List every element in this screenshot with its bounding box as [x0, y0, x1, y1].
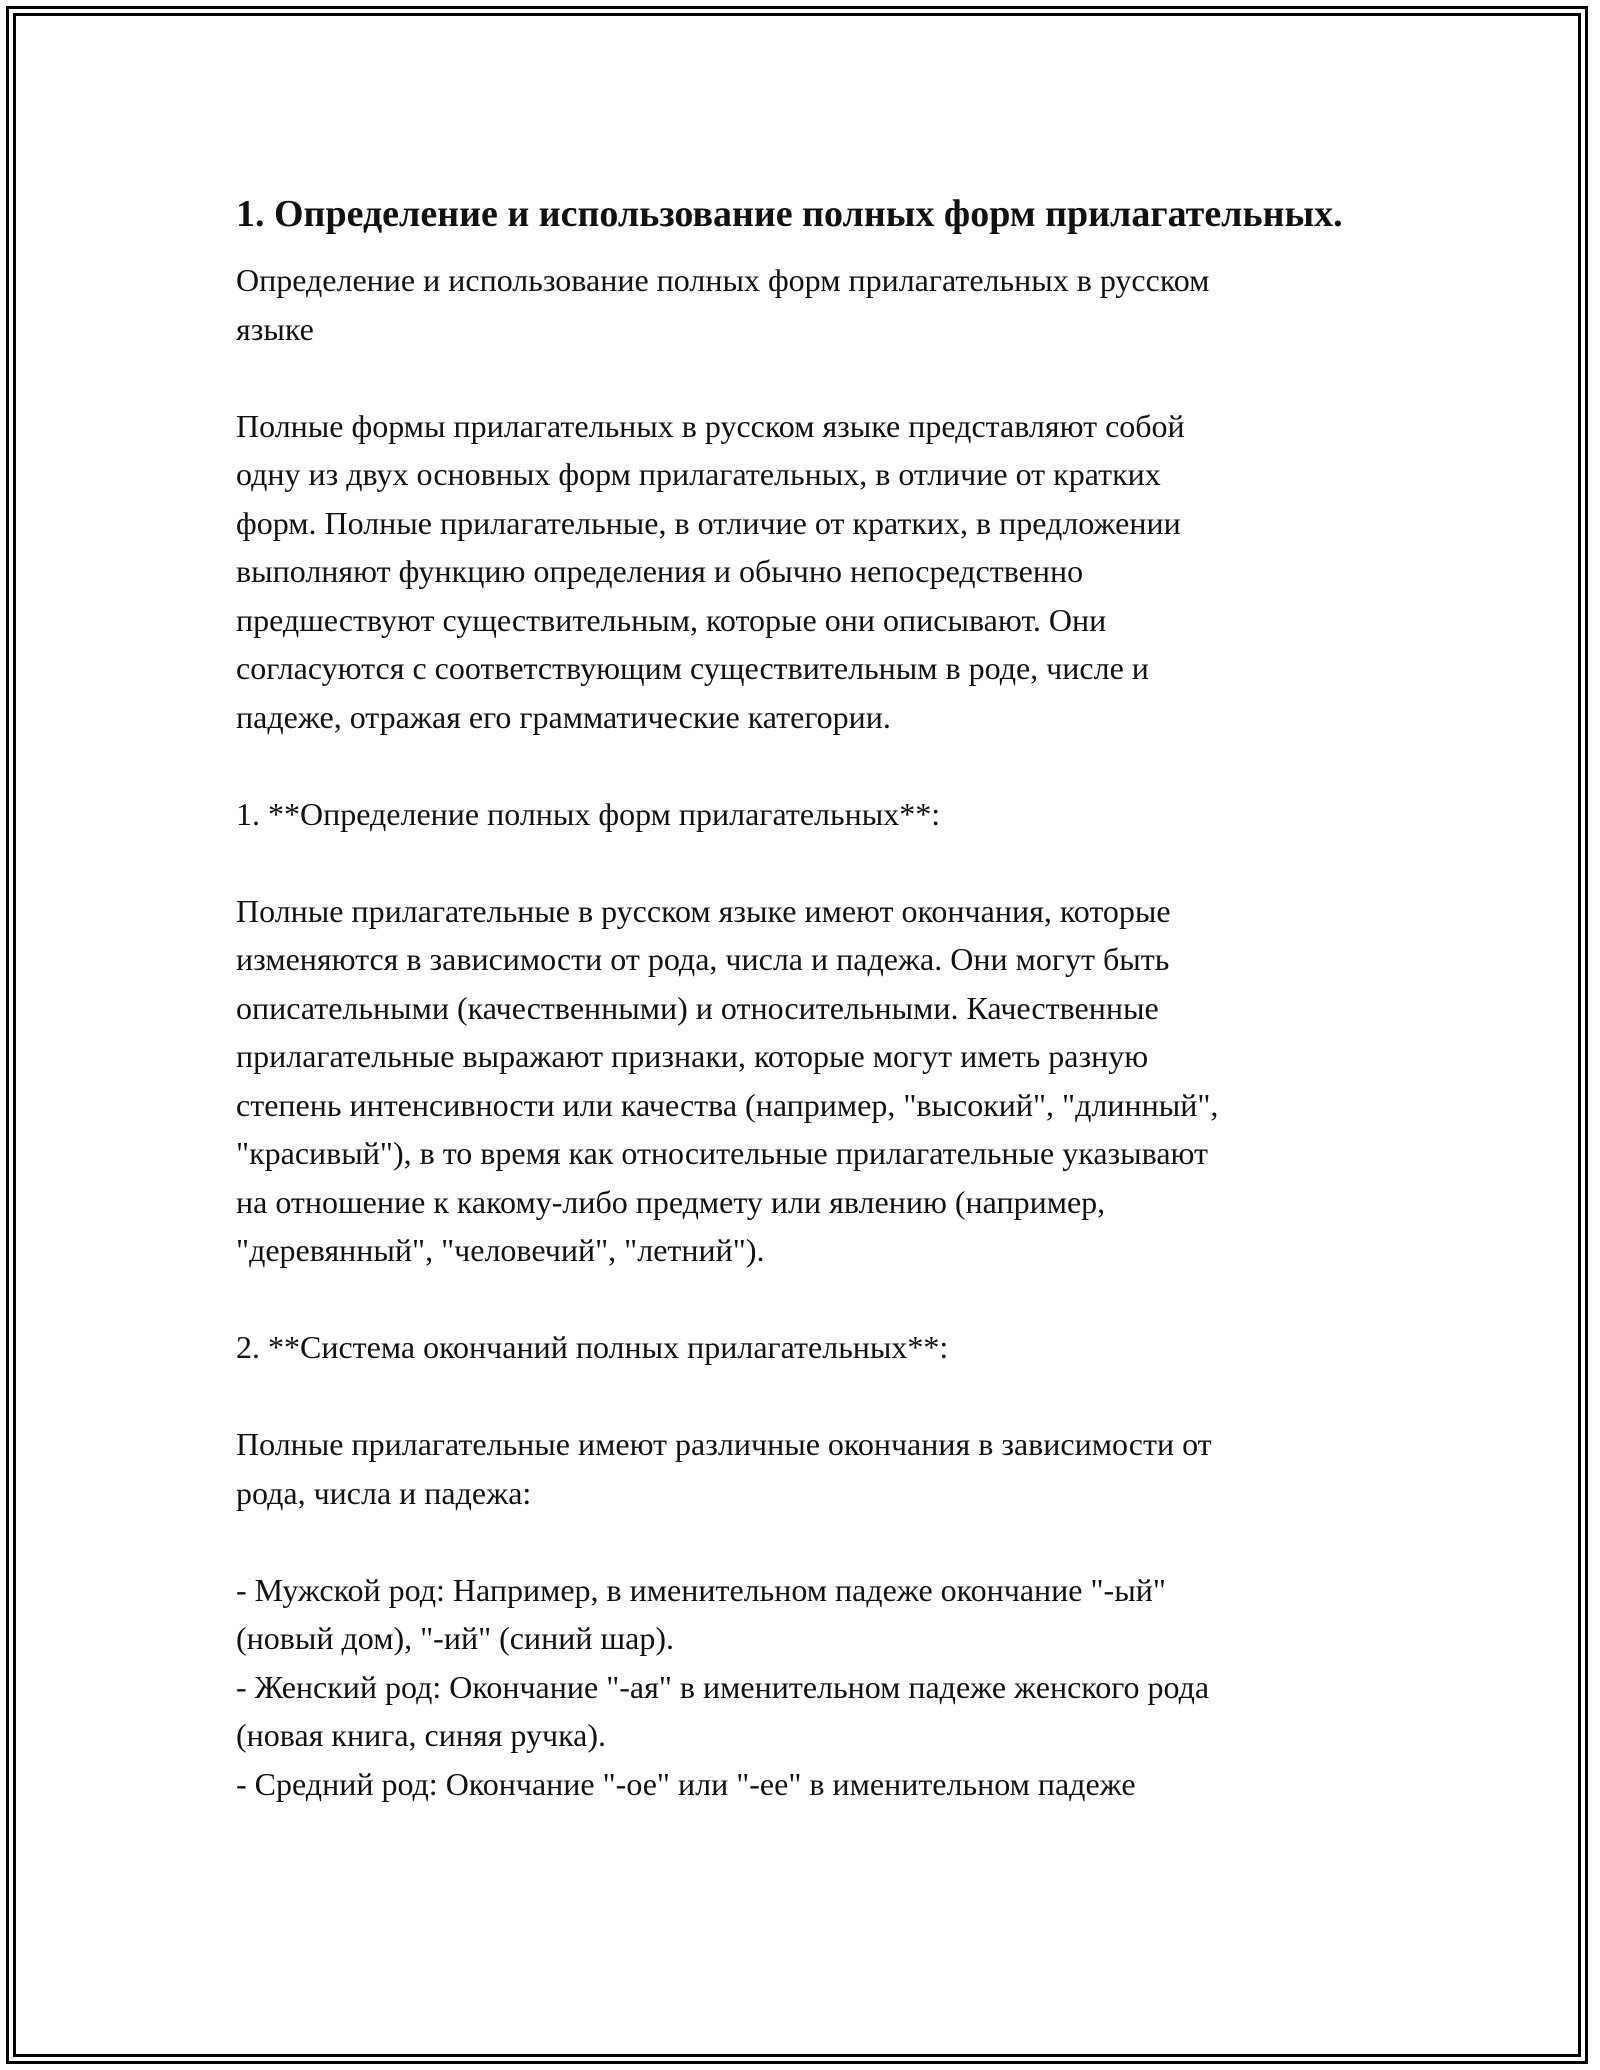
- endings-intro-paragraph: Полные прилагательные имеют различные окончания в зависимости от рода, числа и падежа:: [236, 1426, 1212, 1511]
- subheading-definition: 1. **Определение полных форм прилагательных**:: [236, 795, 941, 832]
- paragraph-gap: [236, 353, 1386, 402]
- intro-paragraph: Полные формы прилагательных в русском языке представляют собой одну из двух основных форм прилагательных, в отличие от кратких форм. Полные прилагательные, в отличие от кратких, в предложении выполняют функцию определения и обычно непосредственно предшествуют существительным, которые они описывают. Они согласуются с соответствующим существительным в роде, числе и падеже, отражая его грамматические категории.: [236, 407, 1185, 735]
- paragraph-gap: [236, 1517, 1386, 1566]
- section-heading: 1. Определение и использование полных форм прилагательных.: [236, 193, 1343, 235]
- subheading-endings: 2. **Система окончаний полных прилагательных**:: [236, 1329, 949, 1365]
- endings-list: - Мужской род: Например, в именительном падеже окончание "-ый" (новый дом), "-ий" (синий шар). - Женский род: Окончание "-ая" в именительном падеже женского рода (новая книга, синяя ручка). - Средний род: Окончание "-ое" или "-ее" в именительном падеже: [236, 1571, 1210, 1802]
- paragraph-gap: [236, 1275, 1386, 1324]
- document-body: [236, 188, 1386, 1808]
- paragraph-gap: [236, 838, 1386, 887]
- definition-paragraph: Полные прилагательные в русском языке имеют окончания, которые изменяются в зависимости от рода, числа и падежа. Они могут быть описательными (качественными) и относительными. Качественные прилагательные выражают признаки, которые могут иметь разную степень интенсивности или качества (например, "высокий", "длинный", "красивый"), в то время как относительные прилагательные указывают на отношение к какому-либо предмету или явлению (например, "деревянный", "человечий", "летний").: [236, 892, 1219, 1268]
- paragraph-gap: [236, 1372, 1386, 1421]
- intro-title-paragraph: Определение и использование полных форм прилагательных в русском языке: [236, 262, 1210, 347]
- paragraph-gap: [236, 741, 1386, 790]
